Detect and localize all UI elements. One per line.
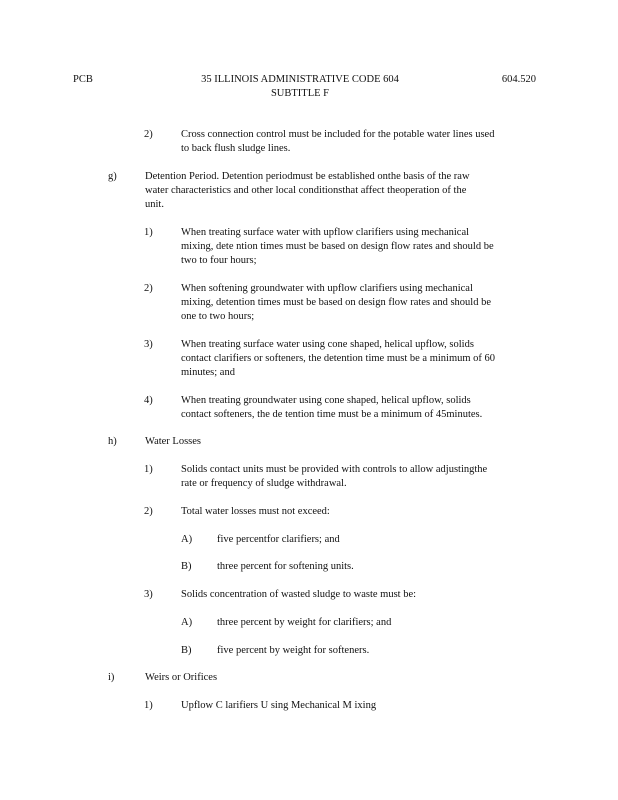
section-heading: Water Losses bbox=[145, 436, 202, 447]
header-agency: PCB bbox=[73, 74, 93, 85]
item-label: 1) bbox=[144, 464, 153, 475]
header-title bbox=[140, 73, 460, 101]
item-label: 2) bbox=[144, 506, 153, 517]
sub-item-label: A) bbox=[181, 617, 193, 628]
item-label: 1) bbox=[144, 227, 153, 238]
item-text: Cross connection control must be included for the potable water lines used to back flush sludge lines. bbox=[181, 129, 495, 154]
item-label: 2) bbox=[144, 129, 153, 140]
item-text: When treating groundwater using cone shaped, helical upflow, solids contact softeners, the de tention time must be a minimum of 45minutes. bbox=[181, 395, 483, 420]
item-text: Solids concentration of wasted sludge to waste must be: bbox=[181, 589, 417, 600]
item-label: 1) bbox=[144, 700, 153, 711]
item-text: Solids contact units must be provided with controls to allow adjustingthe rate or frequency of sludge withdrawal. bbox=[181, 464, 488, 489]
header-section-number: 604.520 bbox=[501, 74, 536, 85]
item-label: 3) bbox=[144, 589, 153, 600]
section-label: h) bbox=[108, 436, 117, 447]
section-text: Detention Period. Detention periodmust be established onthe basis of the raw water characteristics and other local conditionsthat affect theoperation of the unit. bbox=[145, 171, 470, 210]
item-text: When treating surface water with upflow clarifiers using mechanical mixing, dete ntion times must be based on design flow rates and should be two to four hours; bbox=[181, 227, 494, 266]
section-label: g) bbox=[108, 171, 117, 182]
section-label: i) bbox=[108, 672, 115, 683]
item-heading: Upflow C larifiers U sing Mechanical M ixing bbox=[181, 700, 377, 711]
sub-item-text: three percent by weight for clarifiers; and bbox=[217, 617, 392, 628]
item-text: When treating surface water using cone shaped, helical upflow, solids contact clarifiers or softeners, the detention time must be a minimum of 60 minutes; and bbox=[181, 339, 496, 378]
sub-item-label: A) bbox=[181, 534, 193, 545]
item-text: When softening groundwater with upflow clarifiers using mechanical mixing, detention times must be based on design flow rates and should be one to two hours; bbox=[181, 283, 491, 322]
item-text: Total water losses must not exceed: bbox=[181, 506, 330, 517]
item-label: 4) bbox=[144, 395, 153, 406]
header-title-line2: SUBTITLE F bbox=[270, 88, 330, 99]
item-label: 3) bbox=[144, 339, 153, 350]
sub-item-text: three percent for softening units. bbox=[217, 561, 354, 572]
sub-item-text: five percent by weight for softeners. bbox=[217, 645, 370, 656]
header-title-line1: 35 ILLINOIS ADMINISTRATIVE CODE 604 bbox=[201, 74, 399, 85]
sub-item-label: B) bbox=[181, 645, 192, 656]
sub-item-label: B) bbox=[181, 561, 192, 572]
sub-item-text: five percentfor clarifiers; and bbox=[217, 534, 340, 545]
section-heading: Weirs or Orifices bbox=[145, 672, 218, 683]
item-label: 2) bbox=[144, 283, 153, 294]
